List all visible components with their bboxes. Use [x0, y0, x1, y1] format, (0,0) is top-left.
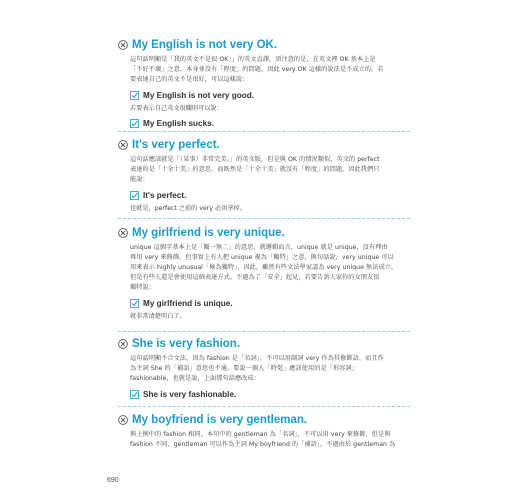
- correction-text: She is very fashionable.: [143, 390, 237, 399]
- note-text: 就非常清楚明白了。: [130, 313, 186, 320]
- entry-title: She is very fashion.: [132, 338, 241, 350]
- explanation-paragraph: [130, 354, 410, 384]
- wrong-x-icon: [118, 228, 128, 238]
- note-text: 若要表示自己英文很爛則可以說：: [130, 105, 223, 112]
- entry-section: [118, 337, 410, 400]
- wrong-x-icon: [118, 415, 128, 425]
- entry-section: [118, 38, 410, 129]
- paragraph-line: 獨特說：: [130, 284, 155, 291]
- paragraph-line: 用來表示 highly unusual「極為獨特」，因此，雖然有些文法學家認為 very unique 無法成立，: [130, 264, 398, 271]
- entry-section: [118, 138, 410, 214]
- checkbox-check-icon: [130, 299, 139, 308]
- correction-text: My English sucks.: [143, 119, 214, 128]
- entry-heading: [118, 226, 410, 240]
- section-divider: [118, 131, 410, 132]
- correction-text: My girlfriend is unique.: [143, 299, 233, 308]
- section-divider: [118, 331, 410, 332]
- correction-line: [130, 118, 410, 129]
- correction-line: [130, 298, 410, 309]
- entry-title: It's very perfect.: [132, 139, 220, 151]
- wrong-x-icon: [118, 339, 128, 349]
- paragraph-line: 再用 very 來修飾，但事實上有人把 unique 視為「獨特」之意，換句話說，very unique 可以: [130, 254, 394, 261]
- page-number: 690: [107, 477, 119, 484]
- paragraph-line: 為主詞 She 的「補語」意思也不通。要說一個人「時髦」應該使用的是「形容詞」: [130, 365, 358, 372]
- section-divider: [118, 406, 410, 407]
- entry-title: My boyfriend is very gentleman.: [132, 414, 308, 426]
- paragraph-line: 但是有些人還是會使用這個表達方式。不過為了「安全」起見，若要告訴人家你的女朋友很: [130, 274, 380, 281]
- paragraph-line: unique 這個字基本上是「獨一無二」的意思，就邏輯而言，unique 就是 unique，沒有理由: [130, 244, 388, 251]
- wrong-x-icon: [118, 40, 128, 50]
- entry-heading: [118, 38, 410, 52]
- paragraph-line: 與上例中的 fashion 相同，本句中的 gentleman 為「名詞」，不可以用 very 來修飾，但是與: [130, 431, 391, 438]
- paragraph-line: 「不好不壞」之意，本身並沒有「程度」的問題，因此 very OK 這樣的說法是不成立的。若: [130, 66, 384, 73]
- entry-section: [118, 226, 410, 322]
- paragraph-line: 這句話明顯不合文法，因為 fashion 是「名詞」，不可以用副詞 very 作為其修飾語，而且作: [130, 355, 384, 362]
- entry-title: My girlfriend is very unique.: [132, 227, 285, 239]
- paragraph-line: fashionable，也就是說，上面那句話應改成：: [130, 375, 260, 382]
- correction-text: My English is not very good.: [143, 91, 254, 100]
- correction-line: [130, 190, 410, 201]
- correction-line: [130, 389, 410, 400]
- checkbox-check-icon: [130, 191, 139, 200]
- explanation-paragraph: [130, 430, 410, 450]
- checkbox-check-icon: [130, 390, 139, 399]
- explanation-paragraph: [130, 243, 410, 293]
- paragraph-line: 這句話應該就是「（某事）非常完美。」的英文版，但是與 OK 的情況類似，英文的 perfect: [130, 156, 380, 163]
- paragraph-line: 能說：: [130, 176, 149, 183]
- entry-section: [118, 413, 410, 450]
- wrong-x-icon: [118, 140, 128, 150]
- entry-title: My English is not very OK.: [132, 39, 278, 51]
- entry-heading: [118, 138, 410, 152]
- checkbox-check-icon: [130, 91, 139, 100]
- paragraph-line: fashion 不同，gentleman 可以作為主詞 My boyfriend 的「補語」，不過由於 gentleman 為: [130, 441, 396, 448]
- paragraph-line: 表達的是「十全十美」的意思，而既然是「十全十美」就沒有「程度」的問題，因此我們只: [130, 166, 380, 173]
- explanation-paragraph: [130, 155, 410, 185]
- note-text: 也就是，perfect 之前的 very 必須拿掉。: [130, 205, 246, 212]
- entry-heading: [118, 413, 410, 427]
- paragraph-line: 這句話明顯是「我的英文不是很 OK」」的英文直譯，須注意的是，在英文裡 OK 基本上是: [130, 56, 376, 63]
- paragraph-line: 要表達自己的英文不是很好，可以這樣說：: [130, 76, 249, 83]
- entry-heading: [118, 337, 410, 351]
- checkbox-check-icon: [130, 119, 139, 128]
- explanation-paragraph: [130, 55, 410, 85]
- correction-text: It's perfect.: [143, 191, 187, 200]
- section-divider: [118, 218, 410, 219]
- correction-line: [130, 90, 410, 101]
